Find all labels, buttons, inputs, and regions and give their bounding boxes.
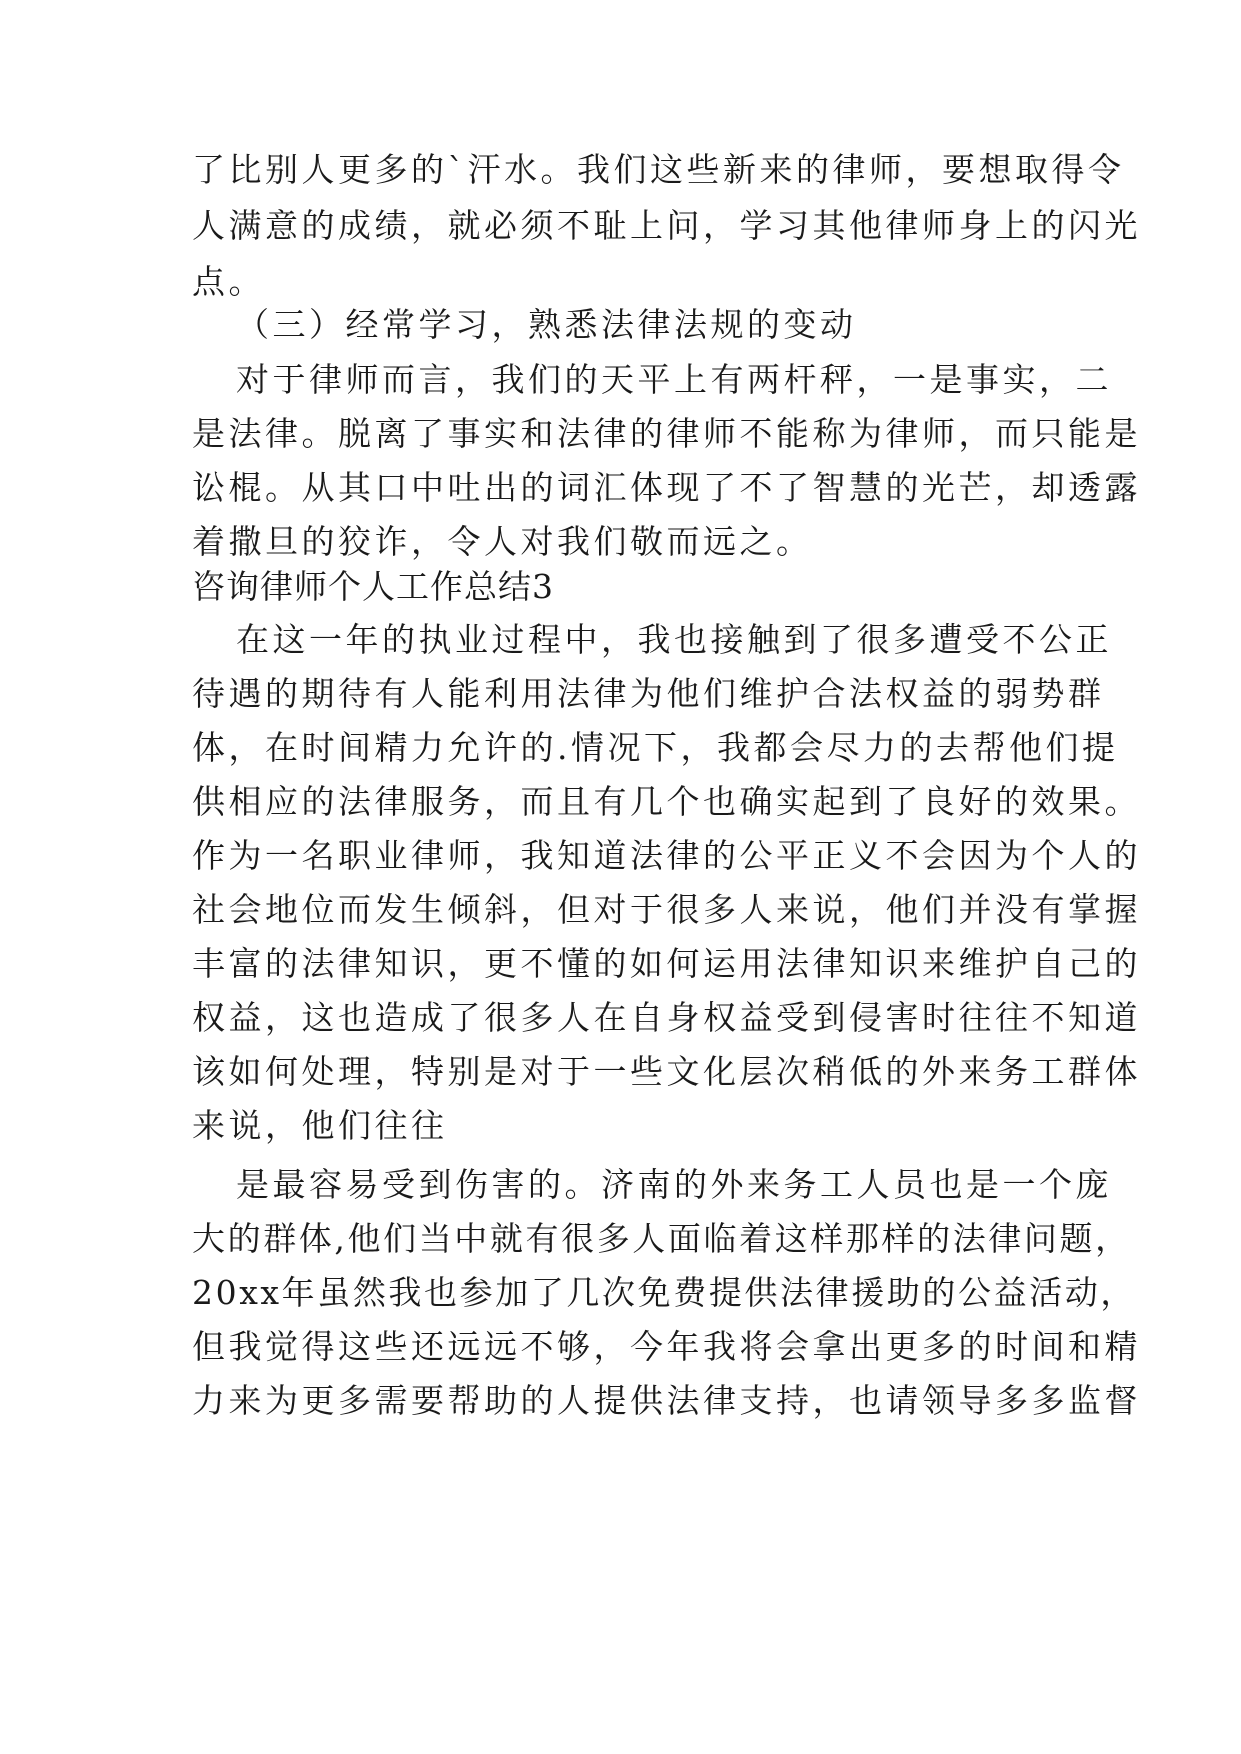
- document-subtitle: 咨询律师个人工作总结3: [192, 567, 554, 606]
- text-line: 来说，他们往往: [192, 1106, 448, 1145]
- text-line: 体，在时间精力允许的.情况下，我都会尽力的去帮他们提: [192, 728, 1119, 767]
- text-line: 人满意的成绩，就必须不耻上问，学习其他律师身上的闪光: [192, 206, 1141, 245]
- text-line: 社会地位而发生倾斜，但对于很多人来说，他们并没有掌握: [192, 890, 1141, 929]
- text-line: 大的群体,他们当中就有很多人面临着这样那样的法律问题，: [192, 1219, 1131, 1258]
- text-line: 着撒旦的狡诈，令人对我们敬而远之。: [192, 522, 813, 561]
- text-line: 权益，这也造成了很多人在自身权益受到侵害时往往不知道: [192, 998, 1141, 1037]
- text-line: 该如何处理，特别是对于一些文化层次稍低的外来务工群体: [192, 1052, 1141, 1091]
- text-line: 丰富的法律知识，更不懂的如何运用法律知识来维护自己的: [192, 944, 1141, 983]
- text-line: 力来为更多需要帮助的人提供法律支持，也请领导多多监督: [192, 1381, 1141, 1420]
- text-line: 供相应的法律服务，而且有几个也确实起到了良好的效果。: [192, 782, 1141, 821]
- text-line: 但我觉得这些还远远不够，今年我将会拿出更多的时间和精: [192, 1327, 1141, 1366]
- text-line: 待遇的期待有人能利用法律为他们维护合法权益的弱势群: [192, 674, 1105, 713]
- text-line: 点。: [192, 262, 265, 301]
- paragraph-first-line: 是最容易受到伤害的。济南的外来务工人员也是一个庞: [236, 1165, 1112, 1204]
- text-line: 讼棍。从其口中吐出的词汇体现了不了智慧的光芒，却透露: [192, 468, 1141, 507]
- section-heading: （三）经常学习，熟悉法律法规的变动: [236, 305, 857, 344]
- text-line: 20xx年虽然我也参加了几次免费提供法律援助的公益活动，: [192, 1273, 1137, 1312]
- text-line: 是法律。脱离了事实和法律的律师不能称为律师，而只能是: [192, 414, 1141, 453]
- paragraph-first-line: 对于律师而言，我们的天平上有两杆秤，一是事实，二: [236, 360, 1112, 399]
- text-line: 作为一名职业律师，我知道法律的公平正义不会因为个人的: [192, 836, 1141, 875]
- text-line: 了比别人更多的`汗水。我们这些新来的律师，要想取得令: [192, 150, 1125, 189]
- paragraph-first-line: 在这一年的执业过程中，我也接触到了很多遭受不公正: [236, 620, 1112, 659]
